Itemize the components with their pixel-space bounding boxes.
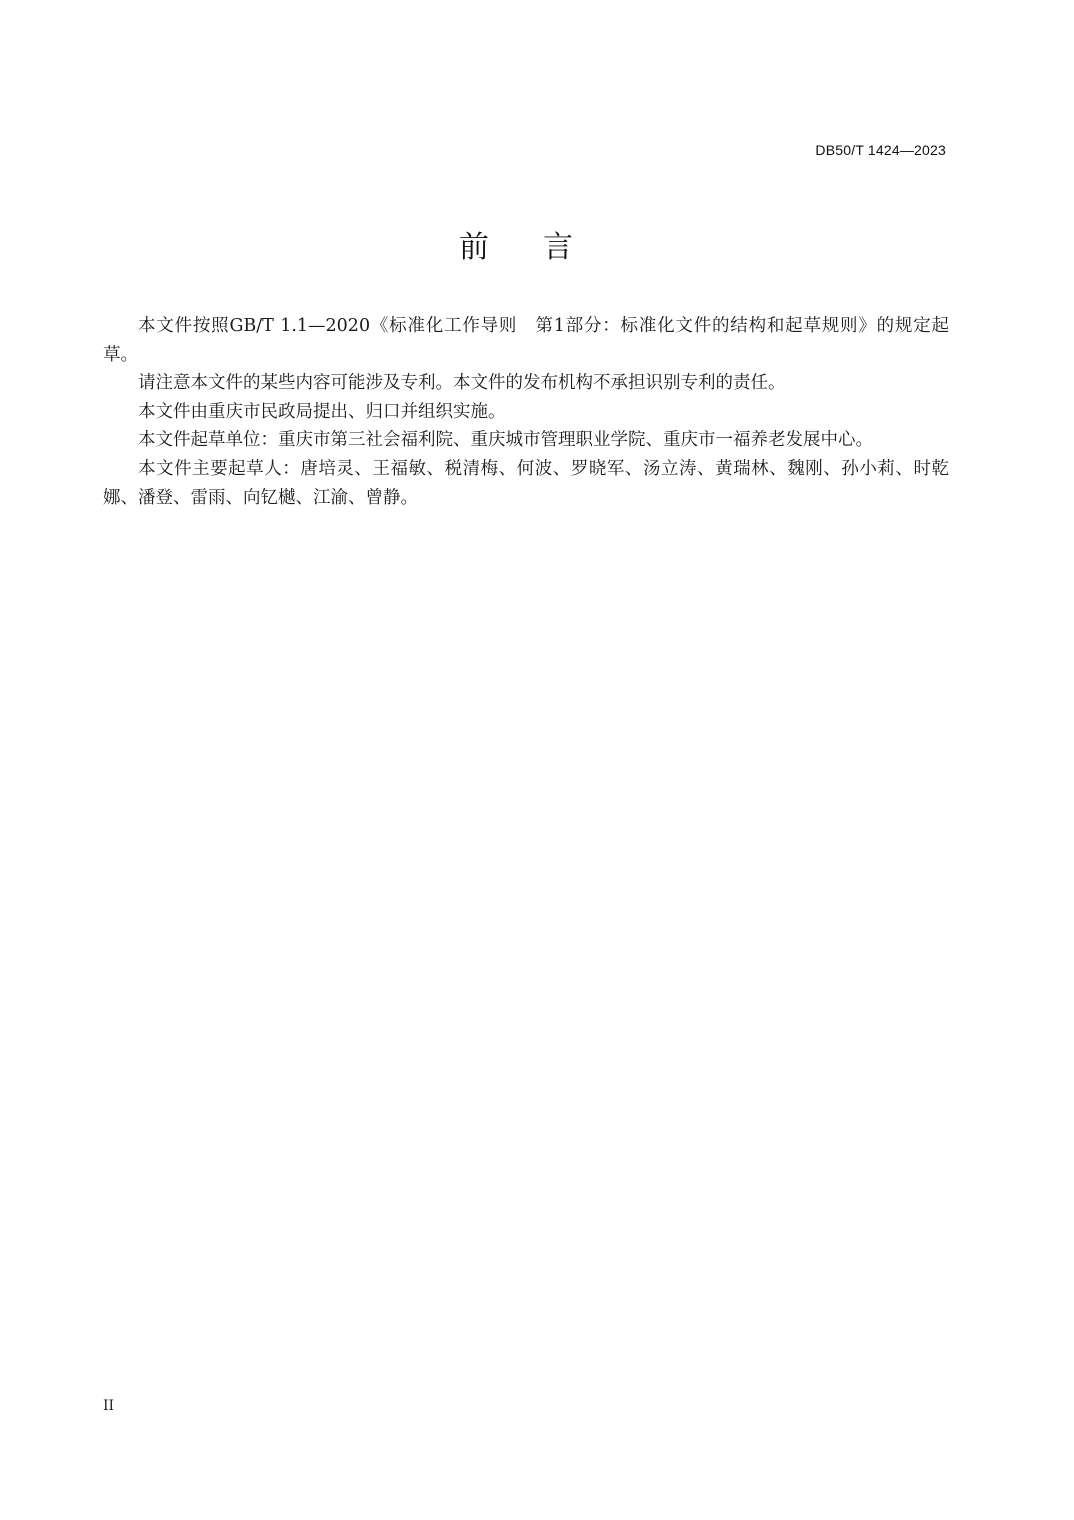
foreword-body [103,312,949,512]
paragraph-proposer: 本文件由重庆市民政局提出、归口并组织实施。 [138,401,506,422]
page-title: 前言 [459,230,627,265]
paragraph-drafters: 本文件主要起草人：唐培灵、王福敏、税清梅、何波、罗晓军、汤立涛、黄瑞林、魏刚、孙小莉、时乾娜、潘登、雷雨、向钇樾、江渝、曾静。 [103,458,949,508]
page-number: II [103,1398,115,1414]
paragraph-drafting-units: 本文件起草单位：重庆市第三社会福利院、重庆城市管理职业学院、重庆市一福养老发展中心。 [138,430,873,451]
paragraph-drafting-rules: 本文件按照GB/T 1.1—2020《标准化工作导则 第1部分：标准化文件的结构和起草规则》的规定起草。 [103,316,949,365]
document-code: DB50/T 1424—2023 [815,142,946,158]
paragraph-patent-notice: 请注意本文件的某些内容可能涉及专利。本文件的发布机构不承担识别专利的责任。 [138,373,786,394]
